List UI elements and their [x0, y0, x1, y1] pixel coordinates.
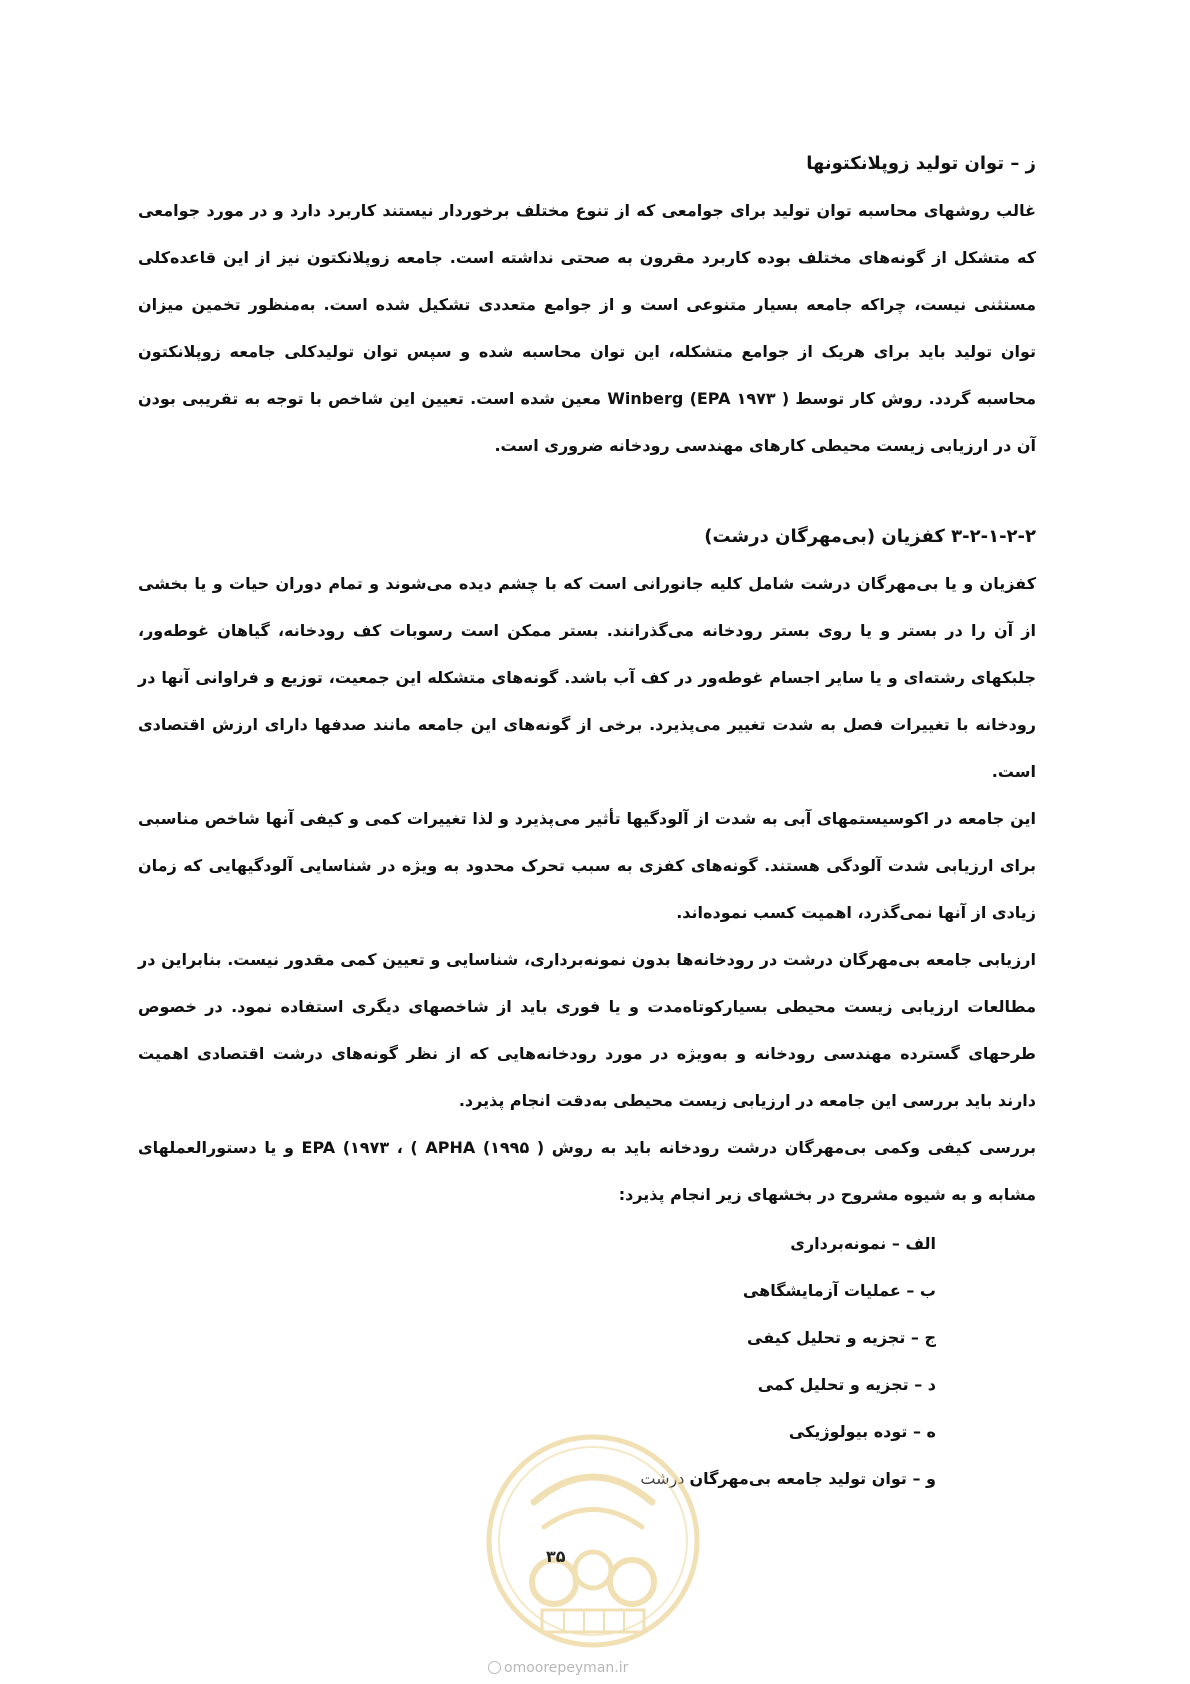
- paragraph-benthos-1: کفزیان و یا بی‌مهرگان درشت شامل کلیه جانورانی است که با چشم دیده می‌شوند و تمام دوران حیات و یا بخشی از آن را در بستر و یا روی بستر رودخانه می‌گذرانند. بستر ممکن است رسوبات کف رودخانه، گیاهان غوطه‌ور، جلبکهای رشته‌ای و یا سایر اجسام غوطه‌ور در کف آب باشد. گونه‌های متشکله این جمعیت، توزیع و فراوانی آنها در رودخانه با تغییرات فصل به شدت تغییر می‌پذیرد. برخی از گونه‌های این جامعه مانند صدفها دارای ارزش اقتصادی است.: [138, 574, 1036, 781]
- list-item: ه – توده بیولوژیکی: [788, 1422, 936, 1441]
- list-item: ب – عملیات آزمایشگاهی: [742, 1281, 936, 1300]
- section-gap: [138, 469, 1036, 513]
- heading-zooplankton: ز – توان تولید زوپلانکتونها: [806, 153, 1036, 174]
- watermark-site: [488, 1660, 628, 1676]
- list-item-bold: و – توان تولید جامعه بی‌مهرگان: [689, 1469, 936, 1488]
- paragraph-zooplankton: غالب روشهای محاسبه توان تولید برای جوامعی که از تنوع مختلف برخوردار نیستند کاربرد دارد و در مورد جوامعی که متشکل از گونه‌های مختلف بوده کاربرد مقرون به صحتی نداشته است. جامعه زوپلانکتون نیز از این قاعده‌کلی مستثنی نیست، چراکه جامعه بسیار متنوعی است و از جوامع متعددی تشکیل شده است. به‌منظور تخمین میزان توان تولید باید برای هریک از جوامع متشکله، این توان محاسبه شده و سپس توان تولیدکلی جامعه زوپلانکتون محاسبه گردد. روش کار توسط ( Winberg (EPA ۱۹۷۳ معین شده است. تعیین این شاخص با توجه به تقریبی بودن آن در ارزیابی زیست محیطی کارهای مهندسی رودخانه ضروری است.: [138, 201, 1036, 455]
- paragraph-benthos-3: ارزیابی جامعه بی‌مهرگان درشت در رودخانه‌ها بدون نمونه‌برداری، شناسایی و تعیین کمی مقدور نیست. بنابراین در مطالعات ارزیابی زیست محیطی بسیارکوتاه‌مدت و یا فوری باید از شاخصهای دیگری استفاده نمود. در خصوص طرحهای گسترده مهندسی رودخانه و به‌ویژه در مورد رودخانه‌هایی که از نظر گونه‌های درشت اقتصادی اهمیت دارند باید بررسی این جامعه در ارزیابی زیست محیطی به‌دقت انجام پذیرد.: [138, 950, 1036, 1110]
- list-item: ج – تجزیه و تحلیل کیفی: [747, 1328, 936, 1347]
- heading-benthos: ۳-۲-۱-۲-۲ کفزیان (بی‌مهرگان درشت): [704, 526, 1036, 547]
- watermark-logo-icon: [484, 1432, 702, 1650]
- list-item: الف – نمونه‌برداری: [790, 1234, 936, 1253]
- page-content: [138, 140, 1036, 1502]
- page-number: ۳۵: [546, 1547, 566, 1566]
- paragraph-benthos-2: این جامعه در اکوسیستمهای آبی به شدت از آلودگیها تأثیر می‌پذیرد و لذا تغییرات کمی و کیفی آنها شاخص مناسبی برای ارزیابی شدت آلودگی هستند. گونه‌های کفزی به سبب تحرک محدود به ویژه در شناسایی آلودگیهایی که زمان زیادی از آنها نمی‌گذرد، اهمیت کسب نموده‌اند.: [138, 809, 1036, 922]
- paragraph-benthos-4: بررسی کیفی وکمی بی‌مهرگان درشت رودخانه باید به روش ( EPA (۱۹۷۳ ، ( APHA (۱۹۹۵ و یا دستورالعملهای مشابه و به شیوه مشروح در بخشهای زیر انجام پذیرد:: [138, 1138, 1036, 1204]
- watermark-site-text: omoorepeyman.ir: [504, 1660, 629, 1676]
- globe-icon: [488, 1661, 501, 1674]
- list-item-light: درشت: [640, 1469, 690, 1488]
- list-item: د – تجزیه و تحلیل کمی: [757, 1375, 936, 1394]
